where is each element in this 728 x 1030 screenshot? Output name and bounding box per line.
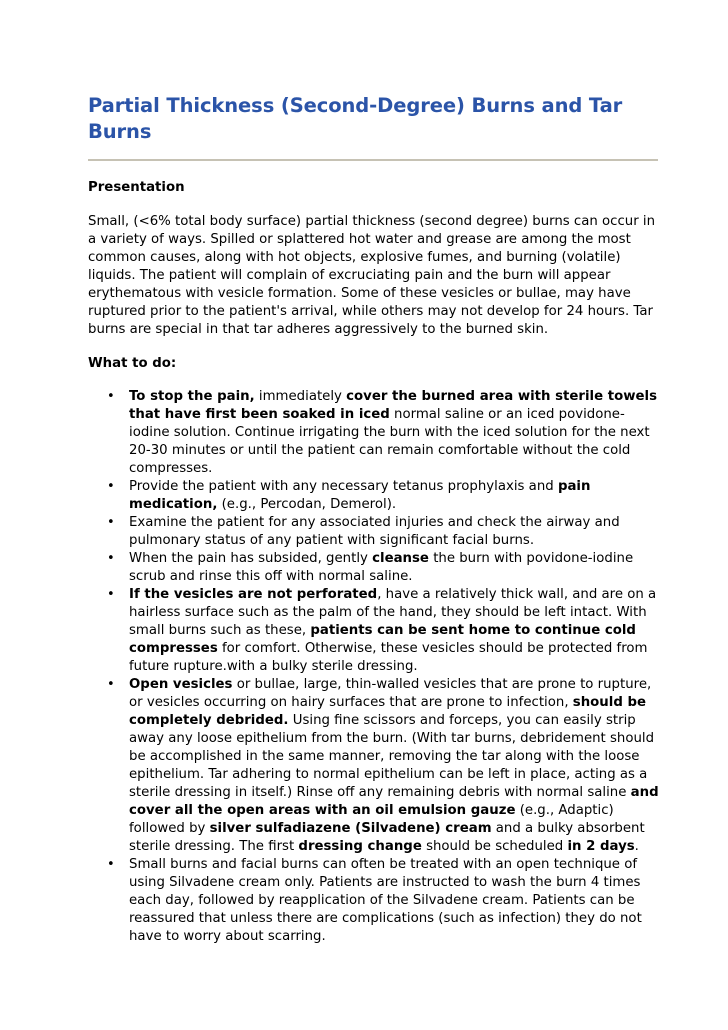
text-run: or bullae, large, thin-walled vesicles that are prone to rupture, or vesicles occurring on hairy surfaces that are prone to infection, [129, 677, 652, 710]
title-divider [88, 159, 658, 161]
text-run: and a bulky absorbent sterile dressing. The first [129, 821, 645, 854]
bold-text: dressing change [298, 839, 422, 854]
bold-text: silver sulfadiazene (Silvadene) cream [209, 821, 492, 836]
bold-text: cleanse [372, 551, 429, 566]
bullet-icon: • [107, 587, 115, 602]
bullet-icon: • [107, 479, 115, 494]
text-run: should be scheduled [421, 839, 568, 854]
bold-text: in 2 days [567, 839, 635, 854]
text-run: normal saline or an iced povidone-iodine solution. Continue irrigating the burn with the iced solution for the next 20-30 minutes or until the patient can remain comfortable without the cold compresses. [129, 407, 650, 476]
list-item [107, 586, 660, 676]
bold-text: cover the burned area with sterile towels that have first been soaked in iced [129, 389, 658, 422]
list-item [107, 550, 660, 586]
text-run: Small burns and facial burns can often be treated with an open technique of using Silvadene cream only. Patients are instructed to wash the burn 4 times each day, followed by reapplication of the Silvadene cream. Patients can be reassured that unless there are complications (such as infection) they do not have to worry about scarring. [129, 857, 642, 944]
text-run: , have a relatively thick wall, and are on a hairless surface such as the palm of the hand, they should be left intact. With small burns such as these, [129, 587, 657, 638]
bold-text: Open vesicles [129, 677, 233, 692]
bullet-icon: • [107, 551, 115, 566]
document-page [88, 93, 660, 946]
bold-text: patients can be sent home to continue cold compresses [129, 623, 636, 656]
text-run: . [634, 839, 639, 854]
page-title: Partial Thickness (Second-Degree) Burns and Tar Burns [88, 94, 623, 143]
text-run: for comfort. Otherwise, these vesicles should be protected from future rupture.with a bulky sterile dressing. [129, 641, 648, 674]
bold-text: If the vesicles are not perforated [129, 587, 378, 602]
list-item [107, 388, 660, 478]
bold-text: should be completely debrided. [129, 695, 647, 728]
list-item [107, 514, 660, 550]
text-run: (e.g., Adaptic) followed by [129, 803, 614, 836]
bullet-icon: • [107, 857, 115, 872]
bullet-icon: • [107, 389, 115, 404]
text-run: Examine the patient for any associated injuries and check the airway and pulmonary status of any patient with significant facial burns. [129, 515, 620, 548]
list-item [107, 478, 660, 514]
presentation-paragraph: Small, (<6% total body surface) partial thickness (second degree) burns can occur in a variety of ways. Spilled or splattered hot water and grease are among the most common causes, along with hot objects, explosive fumes, and burning (volatile) liquids. The patient will complain of excruciating pain and the burn will appear erythematous with vesicle formation. Some of these vesicles or bullae, may have ruptured prior to the patient's arrival, while others may not develop for 24 hours. Tar burns are special in that tar adheres aggressively to the burned skin. [88, 214, 656, 337]
text-run: immediately [254, 389, 347, 404]
presentation-heading: Presentation [88, 180, 185, 195]
text-run: the burn with povidone-iodine scrub and rinse this off with normal saline. [129, 551, 634, 584]
bold-text: and cover all the open areas with an oil emulsion gauze [129, 785, 659, 818]
list-item [107, 856, 660, 946]
text-run: Provide the patient with any necessary tetanus prophylaxis and [129, 479, 558, 494]
bold-text: To stop the pain, [129, 389, 255, 404]
bold-text: pain medication, [129, 479, 591, 512]
text-run: When the pain has subsided, gently [129, 551, 373, 566]
what-to-do-list [88, 388, 660, 946]
text-run: (e.g., Percodan, Demerol). [217, 497, 397, 512]
bullet-icon: • [107, 677, 115, 692]
bullet-icon: • [107, 515, 115, 530]
list-item [107, 676, 660, 856]
what-to-do-heading: What to do: [88, 356, 177, 371]
text-run: Using fine scissors and forceps, you can easily strip away any loose epithelium from the burn. (With tar burns, debridement should be accomplished in the same manner, removing the tar along with the loose epithelium. Tar adhering to normal epithelium can be left in place, acting as a sterile dressing in itself.) Rinse off any remaining debris with normal saline [129, 713, 655, 800]
